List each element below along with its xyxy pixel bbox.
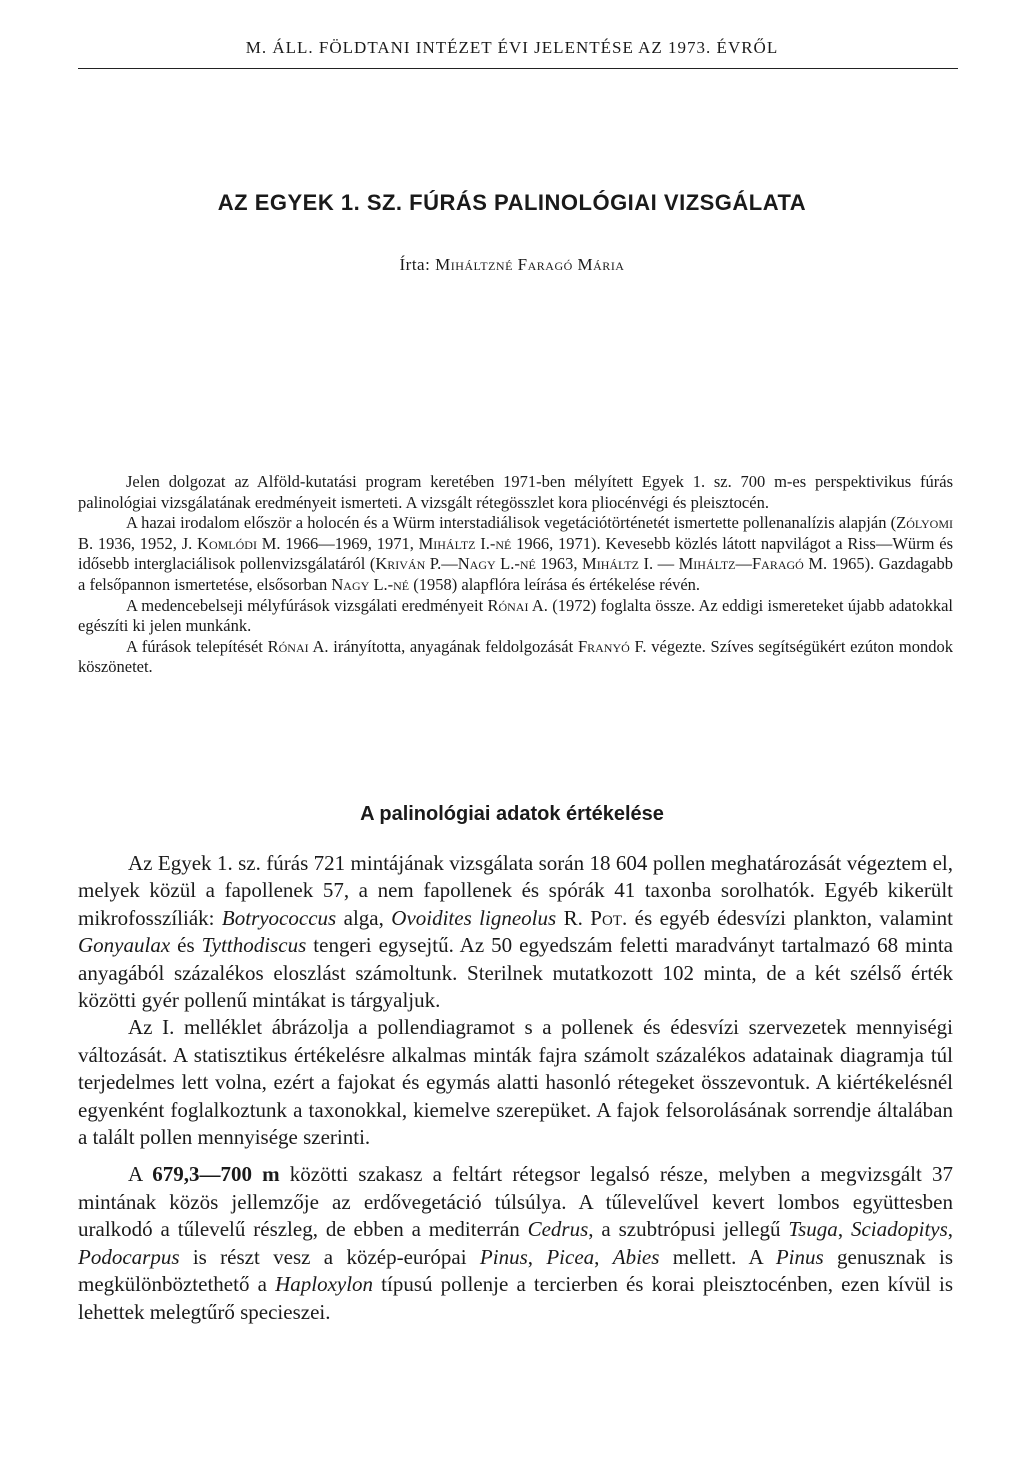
text-run: Az Egyek 1. sz. fúrás 721 mintájának vizsgálata során 18 604 pollen meghatározását végeztem el, melyek közül a fapollenek 57, a nem fapollenek és spórák 41 taxonba sorolhatók. Egyéb kikerült mikrofosszíliák: [78,851,953,930]
text-run: , a szubtrópusi jellegű [588,1217,789,1242]
depth-range: 679,3—700 m [152,1162,280,1187]
author-ref: Franyó [577,636,630,656]
author-ref: né [519,554,536,574]
article-title: AZ EGYEK 1. SZ. FÚRÁS PALINOLÓGIAI VIZSGÁLATA [217,190,807,215]
abstract-paragraph-4 [78,637,953,678]
author-line [0,255,1024,275]
taxon-name: Pinus [775,1244,824,1269]
text-run: alga, [336,905,392,930]
body-paragraph-2 [78,1014,953,1151]
author-ref: né [393,574,410,594]
abstract-paragraph-1 [78,472,953,513]
taxon-name: Pinus [479,1244,528,1269]
author-ref: Miháltz [582,554,639,574]
taxon-name: Ovoidites ligneolus [391,905,557,930]
text-run: , [947,1217,954,1242]
text-run: I. — [638,554,679,574]
section-heading: A palinológiai adatok értékelése [360,803,664,825]
author-ref: Komlódi [197,533,257,553]
body-paragraph-1 [78,850,953,1014]
text-run: típusú pollenje a tercierben és korai pleisztocénben, ezen kívül is lehettek melegtűrő specieszei. [78,1272,953,1324]
taxon-name: Picea [546,1244,595,1269]
author-ref: Kriván [375,554,426,574]
taxon-name: Cedrus [527,1217,589,1242]
author-prefix: Írta: [399,255,436,274]
text-run: R. [556,905,591,930]
abstract-paragraph-3 [78,596,953,637]
text-run: Az I. melléklet ábrázolja a pollendiagramot s a pollenek és édesvízi szervezetek mennyiségi változását. A statisztikus értékelésre alkalmas minták fajra számolt százalékos adatainak diagramja túl terjedelmes lett volna, ezért a fajokat és egymás alatti hasonló rétegeket összevontuk. A kiértékelésnél egyenként foglalkoztunk a taxonokkal, kiemelve szerepüket. A fajok felsorolásának sorrendje általában a talált pollen mennyisége szerinti. [78,1015,953,1150]
text-run: 1963, [535,554,583,574]
text-run: , [594,1244,613,1269]
text-run: mellett. A [659,1244,776,1269]
text-run: , [837,1217,851,1242]
text-run: L.- [495,554,520,574]
author-ref: né [495,533,512,553]
text-run: M. 1966—1969, 1971, [256,533,419,553]
text-run: 1966, 1971). Kevesebb közlés látott napvilágot a Riss—Würm és idősebb interglaciálisok pollenvizsgálatáról ( [78,533,953,574]
body-paragraph-3 [78,1161,953,1325]
author-ref: Miháltz [418,533,476,553]
author-ref: Miháltz—Faragó [678,554,804,574]
taxon-name: Abies [612,1244,660,1269]
taxon-name: Tytthodiscus [201,933,307,958]
text-run: . és egyéb édesvízi plankton, valamint [621,905,953,930]
text-run: A. irányította, anyagának feldolgozását [308,636,578,656]
text-run: tengeri egysejtű. Az 50 egyedszám feletti maradványt tartalmazó 68 minta anyagából százalékos eloszlást számoltunk. Sterilnek mutatkozott 102 minta, de a két szélső érték közötti gyér pollenű mintákat is tárgyaljuk. [78,933,953,1013]
text-run: M. 1965). Gazdagabb a felsőpannon ismertetése, elsősorban [78,554,954,594]
text-run: A fúrások telepítését [126,636,268,656]
text-run: A hazai irodalom először a holocén és a Würm interstadiálisok vegetációtörténetét ismertette pollenanalízis alapján ( [126,513,897,533]
text-run: B. 1936, 1952, J. [78,533,198,553]
taxon-name: Botryococcus [221,905,337,930]
author-ref: Rónai [487,595,529,615]
text-run: L.- [369,574,394,594]
author-ref: Rónai [267,636,309,656]
text-run: Jelen dolgozat az Alföld-kutatási program keretében 1971-ben mélyített Egyek 1. sz. 700 m-es perspektivikus fúrás palinológiai vizsgálatának eredményeit ismerteti. A vizsgált rétegösszlet kora pliocénvégi és pleisztocén. [78,472,953,512]
text-run: F. végezte. Szíves segítségükért ezúton mondok köszönetet. [78,636,953,677]
text-run: A. (1972) foglalta össze. Az eddigi ismereteket újabb adatokkal egészíti ki jelen munkánk. [78,595,953,636]
author-ref: Pot [590,905,622,930]
author-name: Miháltzné Faragó Mária [435,255,625,274]
abstract-paragraph-2 [78,513,953,595]
header-rule [78,68,958,69]
taxon-name: Podocarpus [78,1244,180,1269]
taxon-name: Haploxylon [275,1272,374,1297]
taxon-name: Gonyaulax [78,933,171,958]
text-run: (1958) alapflóra leírása és értékelése révén. [409,574,701,594]
author-ref: Nagy [457,554,496,574]
text-run: A medencebelseji mélyfúrások vizsgálati eredményeit [126,595,488,615]
text-run: P.— [425,554,458,574]
taxon-name: Sciadopitys [850,1217,948,1242]
text-run: I.- [475,533,496,553]
author-ref: Nagy [331,574,370,594]
text-run: közötti szakasz a feltárt rétegsor legalsó része, melyben a megvizsgált 37 mintának közös jellemzője az erdővegetáció túlsúlya. A tűlevelűvel kevert lombos együttesben uralkodó a tűlevelű részleg, de ebben a mediterrán [78,1162,953,1242]
text-run: is részt vesz a közép-európai [179,1244,480,1269]
author-ref: Zólyomi [896,513,953,533]
text-run: A [128,1162,153,1187]
abstract [78,472,953,678]
running-head: M. ÁLL. FÖLDTANI INTÉZET ÉVI JELENTÉSE AZ 1973. ÉVRŐL [245,38,779,57]
text-run: genusznak is megkülönböztethető a [78,1244,954,1297]
text-run: , [527,1244,547,1269]
text-run: és [170,933,202,958]
taxon-name: Tsuga [788,1217,838,1242]
body-text [78,850,953,1326]
